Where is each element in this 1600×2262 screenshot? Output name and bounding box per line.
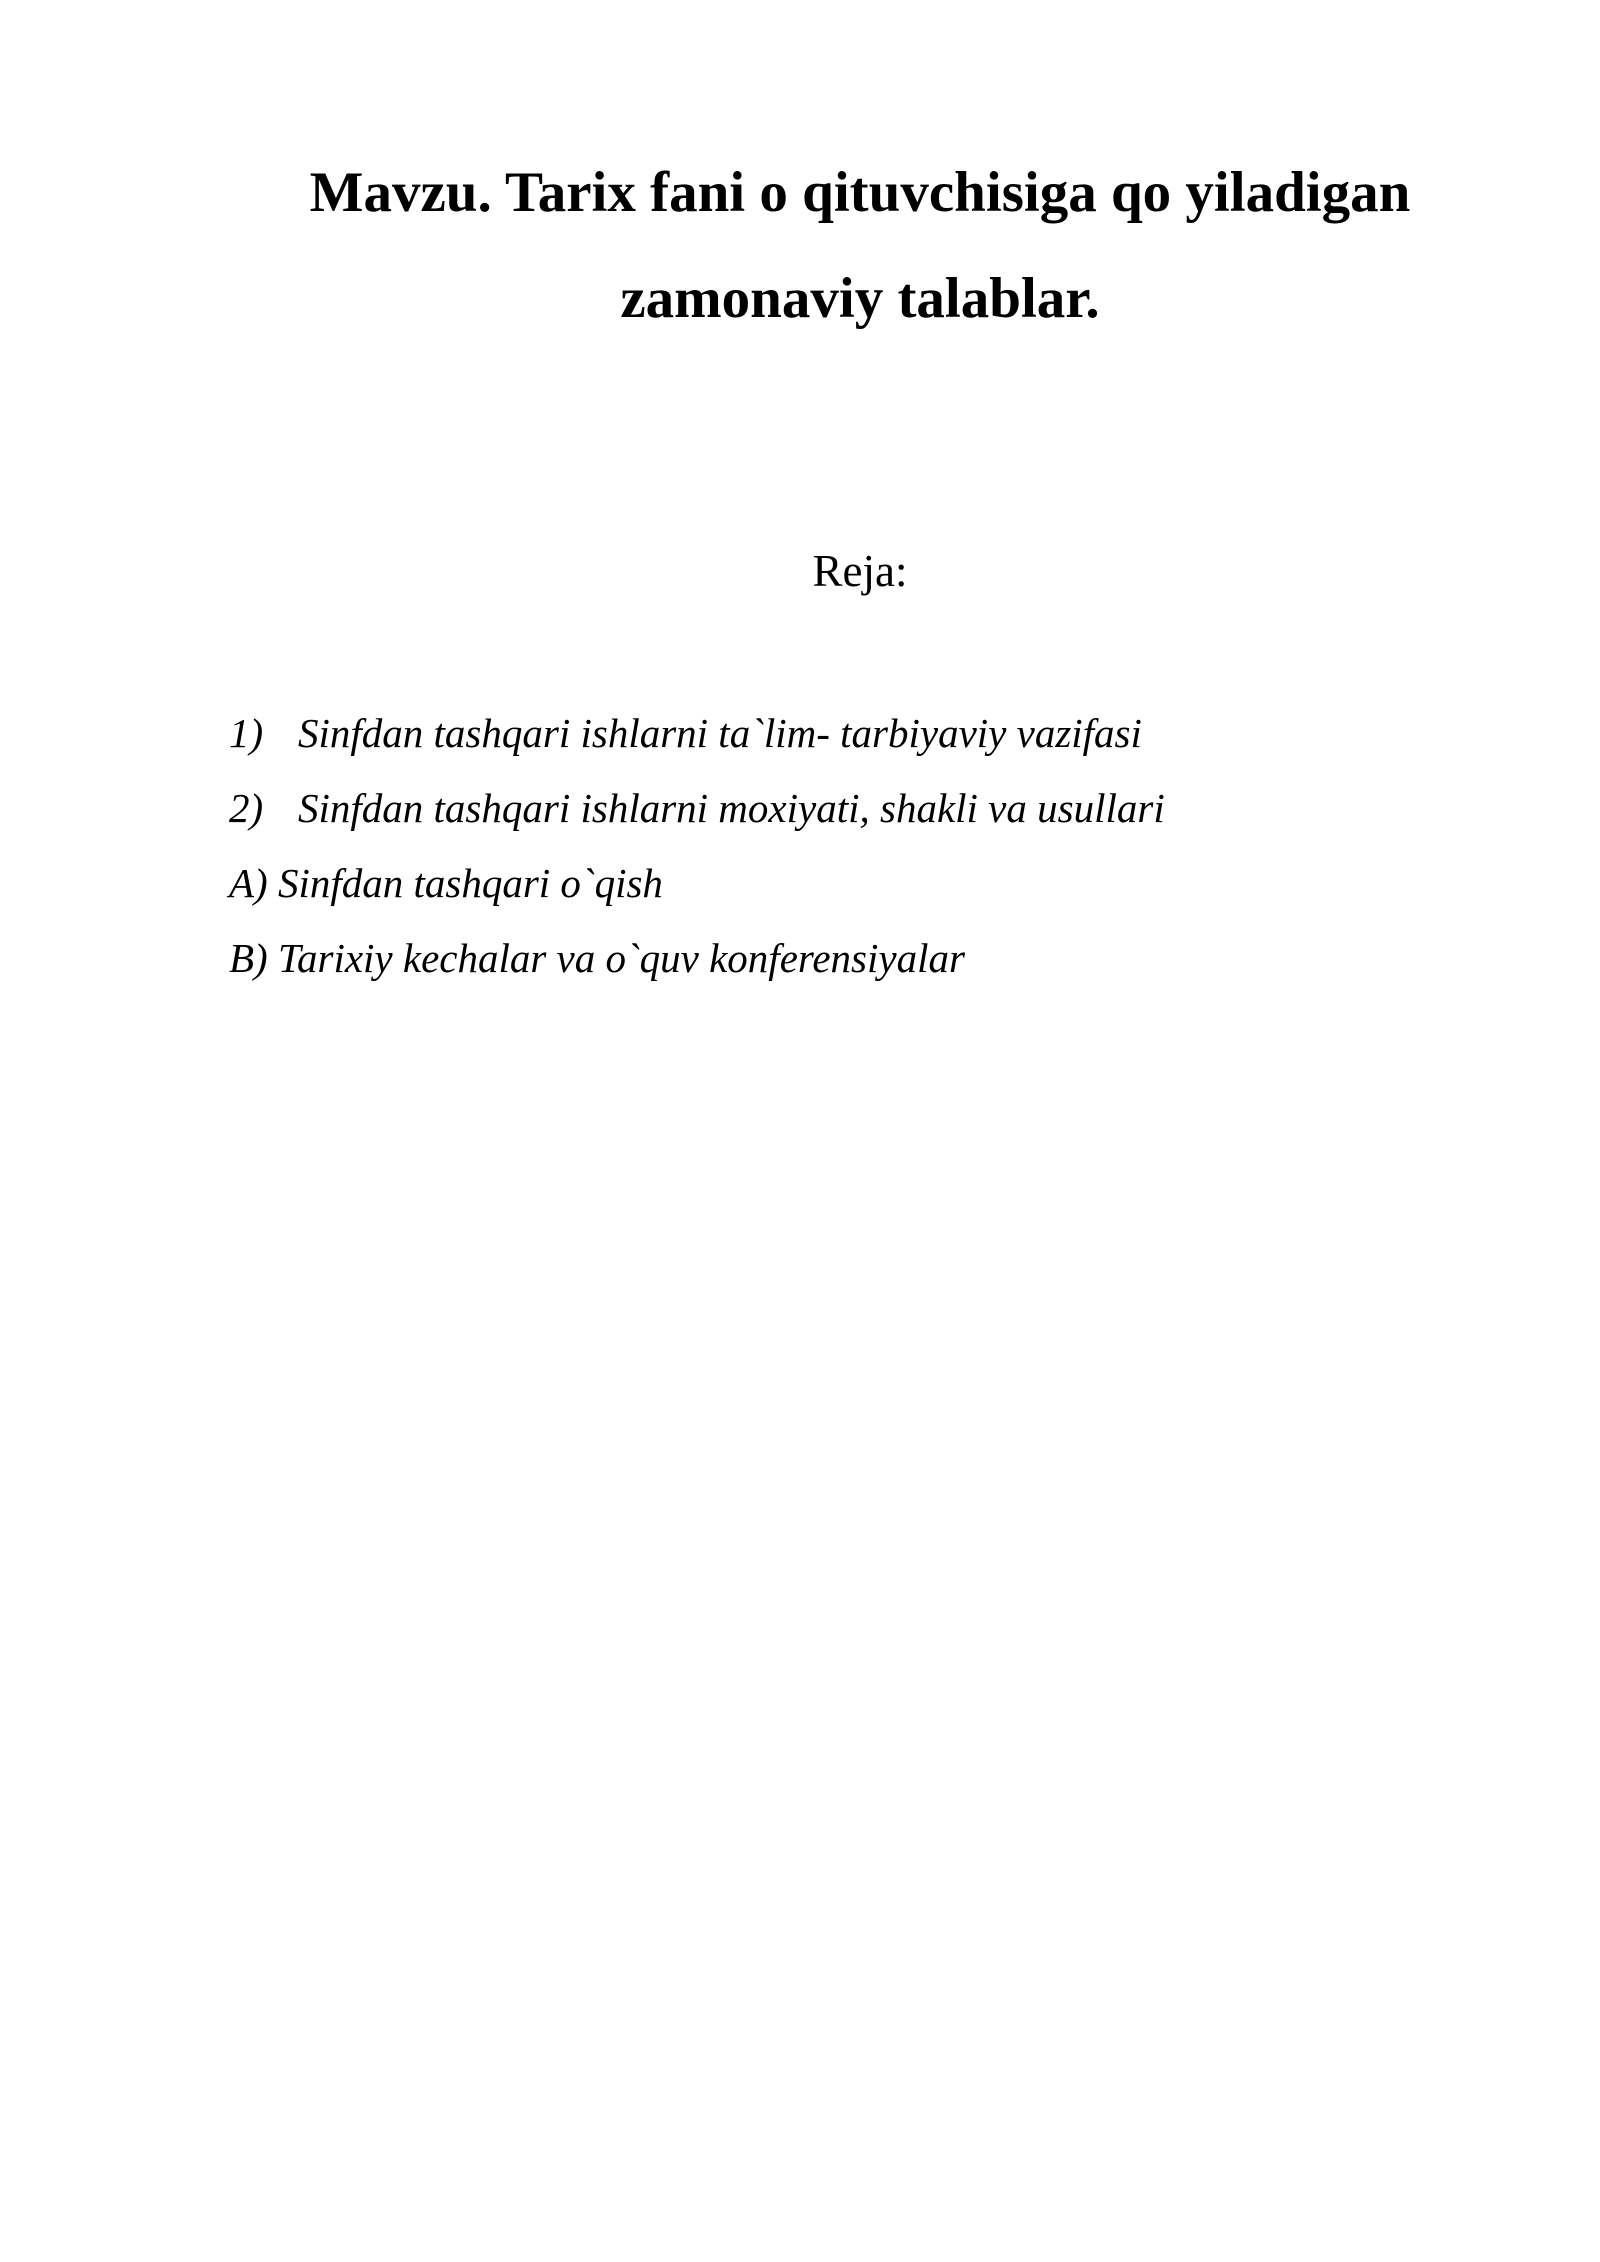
plan-heading: Reja: (812, 546, 908, 596)
plan-subitem-text: B) Tarixiy kechalar va o`quv konferensiyalar (229, 935, 965, 981)
plan-item-text: Sinfdan tashqari ishlarni moxiyati, shakli va usullari (298, 785, 1165, 831)
plan-item-number: 2) (229, 785, 264, 831)
plan-item-number: 1) (229, 710, 264, 756)
plan-item (229, 780, 1165, 855)
plan-list (229, 705, 1165, 1005)
plan-subitem (229, 855, 1165, 930)
plan-item-text: Sinfdan tashqari ishlarni ta`lim- tarbiyaviy vazifasi (298, 710, 1142, 756)
title-line-2: zamonaviy talablar. (620, 267, 1100, 330)
plan-item (229, 705, 1165, 780)
title-line-1: Mavzu. Tarix fani o qituvchisiga qo yiladigan (309, 161, 1411, 224)
plan-subitem-text: A) Sinfdan tashqari o`qish (229, 860, 663, 906)
plan-subitem (229, 930, 1165, 1005)
document-title (180, 140, 1540, 352)
